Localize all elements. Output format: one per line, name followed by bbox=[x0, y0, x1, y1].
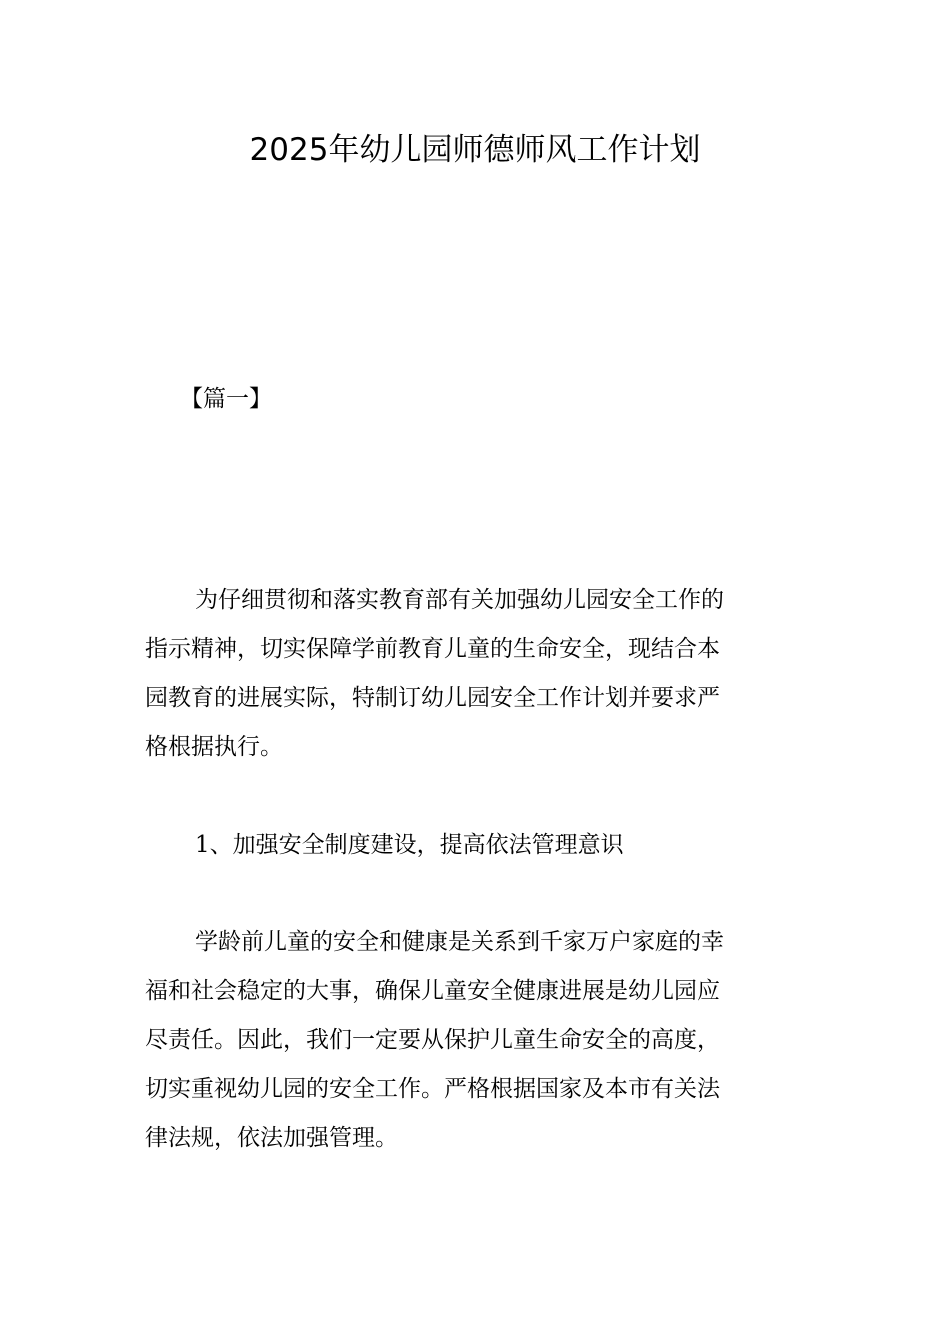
paragraph-line: 为仔细贯彻和落实教育部有关加强幼儿园安全工作的 bbox=[195, 587, 724, 613]
paragraph-line: 格根据执行。 bbox=[145, 734, 283, 760]
paragraph-line: 园教育的进展实际，特制订幼儿园安全工作计划并要求严 bbox=[145, 685, 720, 711]
paragraph-line: 指示精神，切实保障学前教育儿童的生命安全，现结合本 bbox=[145, 636, 720, 662]
section-label: 【篇一】 bbox=[180, 386, 272, 412]
paragraph-line: 律法规，依法加强管理。 bbox=[145, 1125, 398, 1151]
document-title: 2025年幼儿园师德师风工作计划 bbox=[249, 132, 701, 168]
paragraph-line: 学龄前儿童的安全和健康是关系到千家万户家庭的幸 bbox=[195, 929, 724, 955]
paragraph-intro bbox=[145, 576, 810, 772]
subheading-text: 1、加强安全制度建设，提高依法管理意识 bbox=[195, 832, 624, 858]
paragraph-line: 尽责任。因此，我们一定要从保护儿童生命安全的高度， bbox=[145, 1027, 720, 1053]
paragraph-line: 切实重视幼儿园的安全工作。严格根据国家及本市有关法 bbox=[145, 1076, 720, 1102]
paragraph-line: 福和社会稳定的大事，确保儿童安全健康进展是幼儿园应 bbox=[145, 978, 720, 1004]
paragraph-safety bbox=[145, 918, 810, 1163]
subheading bbox=[145, 821, 810, 870]
